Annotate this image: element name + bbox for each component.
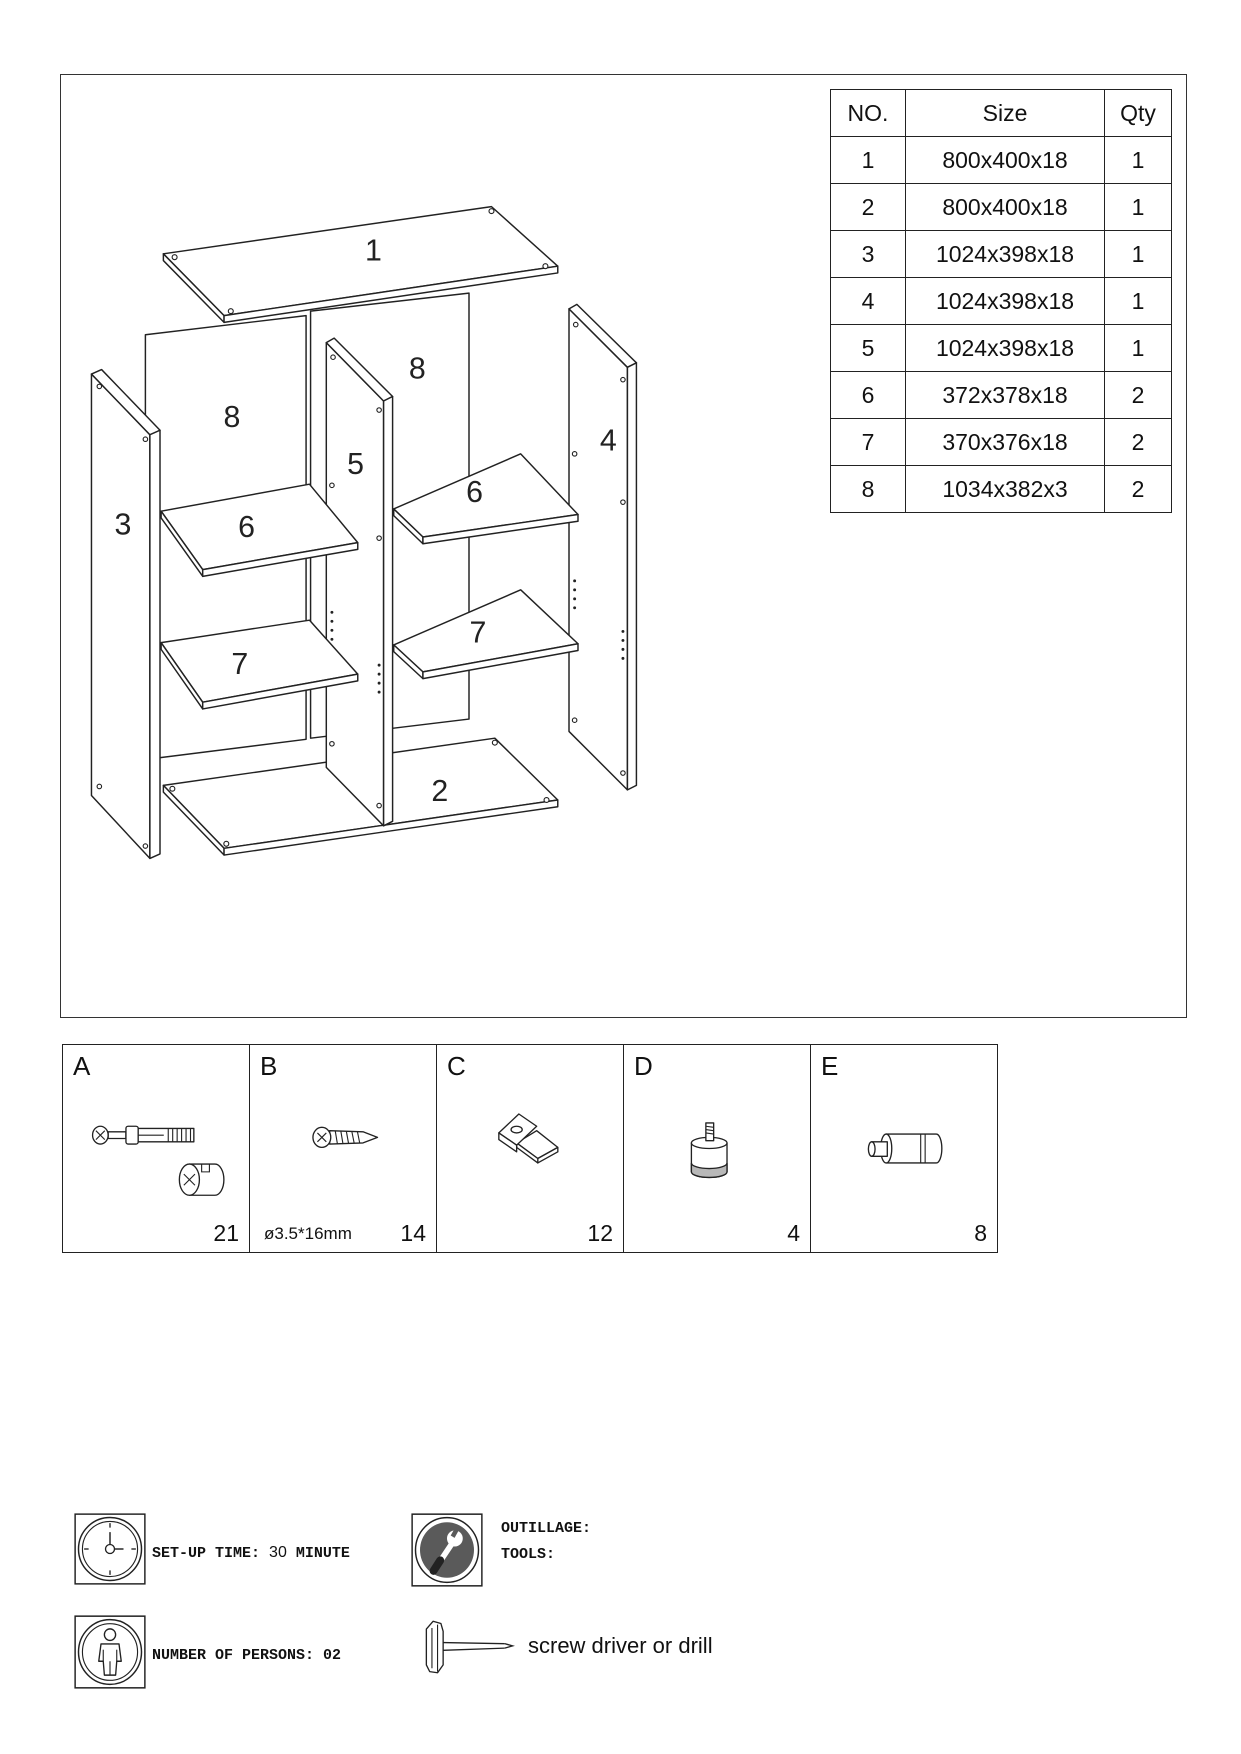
part-qty: 1 xyxy=(1105,137,1172,184)
panel-4-pin-hole xyxy=(573,597,576,600)
panel-3-hole xyxy=(97,384,101,388)
panel-5-pin-hole xyxy=(378,682,381,685)
hardware-item-e xyxy=(811,1045,997,1252)
panel-2-hole xyxy=(544,798,549,803)
hardware-item-c xyxy=(437,1045,624,1252)
panel-5-pin-hole xyxy=(330,611,333,614)
hardware-spec: ø3.5*16mm xyxy=(264,1224,352,1243)
parts-table xyxy=(830,89,1172,513)
panel-5-divider xyxy=(326,338,392,826)
table-header-row xyxy=(831,90,1172,137)
label-back-panel-8-left: 8 xyxy=(223,400,241,434)
label-panel-3: 3 xyxy=(114,508,132,542)
panel-1-hole xyxy=(228,309,233,314)
panel-4-hole xyxy=(621,377,625,381)
panel-5-pin-hole xyxy=(378,691,381,694)
panel-2-hole xyxy=(170,786,175,791)
panel-5-pin-hole xyxy=(378,673,381,676)
panel-4-hole xyxy=(572,452,576,456)
hardware-letter: C xyxy=(447,1051,466,1081)
panel-4-front-edge xyxy=(627,363,636,790)
hardware-list xyxy=(62,1044,998,1253)
label-shelf-6-left: 6 xyxy=(238,511,255,545)
setup-time-label: SET-UP TIME: xyxy=(152,1545,261,1562)
panel-4-hole xyxy=(621,771,625,775)
table-row xyxy=(831,137,1172,184)
tools-icon xyxy=(411,1513,483,1587)
hardware-qty: 8 xyxy=(974,1220,987,1246)
part-size: 372x378x18 xyxy=(906,372,1105,419)
part-no: 1 xyxy=(831,137,906,184)
col-header-size: Size xyxy=(906,90,1105,137)
hardware-letter: B xyxy=(260,1051,278,1081)
part-size: 1034x382x3 xyxy=(906,466,1105,513)
setup-time xyxy=(152,1543,350,1564)
panel-2-hole xyxy=(224,841,229,846)
hardware-letter: A xyxy=(73,1051,91,1081)
part-qty: 1 xyxy=(1105,231,1172,278)
part-size: 800x400x18 xyxy=(906,184,1105,231)
person-icon xyxy=(74,1615,146,1689)
label-shelf-6-right: 6 xyxy=(466,476,484,510)
clock-icon xyxy=(74,1513,146,1585)
panel-4-hole xyxy=(621,500,625,504)
panel-3-hole xyxy=(143,844,147,848)
part-size: 1024x398x18 xyxy=(906,325,1105,372)
setup-time-value: 30 xyxy=(269,1544,287,1561)
panel-4-hole xyxy=(572,718,576,722)
part-qty: 2 xyxy=(1105,419,1172,466)
table-row xyxy=(831,466,1172,513)
table-row xyxy=(831,419,1172,466)
hardware-qty: 12 xyxy=(587,1220,613,1246)
label-panel-4: 4 xyxy=(599,424,617,458)
label-panel-1: 1 xyxy=(365,234,382,268)
part-qty: 2 xyxy=(1105,466,1172,513)
part-no: 6 xyxy=(831,372,906,419)
table-row xyxy=(831,278,1172,325)
hardware-qty: 4 xyxy=(787,1220,800,1246)
part-size: 1024x398x18 xyxy=(906,278,1105,325)
col-header-qty: Qty xyxy=(1105,90,1172,137)
label-shelf-7-left: 7 xyxy=(231,648,249,682)
panel-5-hole xyxy=(330,483,334,487)
part-no: 8 xyxy=(831,466,906,513)
panel-5-pin-hole xyxy=(330,638,333,641)
label-shelf-7-right: 7 xyxy=(469,616,487,650)
panel-5-face xyxy=(326,343,383,826)
label-panel-5: 5 xyxy=(347,448,364,482)
label-back-panel-8-right: 8 xyxy=(408,352,426,386)
part-qty: 1 xyxy=(1105,325,1172,372)
part-no: 2 xyxy=(831,184,906,231)
panel-4-pin-hole xyxy=(573,579,576,582)
hardware-item-d xyxy=(624,1045,811,1252)
hardware-letter: D xyxy=(634,1051,653,1081)
part-qty: 1 xyxy=(1105,278,1172,325)
table-row xyxy=(831,372,1172,419)
label-panel-2: 2 xyxy=(431,775,449,809)
panel-4-right-side xyxy=(569,304,636,789)
part-size: 800x400x18 xyxy=(906,137,1105,184)
panel-3-left-side xyxy=(91,370,160,859)
panel-5-pin-hole xyxy=(330,629,333,632)
panel-2-hole xyxy=(492,740,497,745)
panel-4-face xyxy=(569,309,627,790)
panel-5-front-edge xyxy=(384,397,393,826)
panel-4-pin-hole xyxy=(573,606,576,609)
part-size: 1024x398x18 xyxy=(906,231,1105,278)
shelf-pin-icon xyxy=(811,1045,997,1252)
hardware-qty: 21 xyxy=(213,1220,239,1246)
part-qty: 2 xyxy=(1105,372,1172,419)
cam-lock-icon xyxy=(179,1164,224,1195)
panel-4-pin-hole xyxy=(621,630,624,633)
setup-time-unit: MINUTE xyxy=(295,1545,350,1562)
panel-5-hole xyxy=(377,536,381,540)
panel-5-hole xyxy=(330,742,334,746)
panel-5-hole xyxy=(377,803,381,807)
table-row xyxy=(831,231,1172,278)
tools-label-en: TOOLS: xyxy=(501,1546,556,1563)
hardware-item-b xyxy=(250,1045,437,1252)
tools-label-fr: OUTILLAGE: xyxy=(501,1520,592,1537)
panel-5-pin-hole xyxy=(330,620,333,623)
panel-4-pin-hole xyxy=(573,588,576,591)
number-of-persons: NUMBER OF PERSONS: 02 xyxy=(152,1647,342,1664)
allen-key-icon xyxy=(423,1619,517,1675)
part-no: 7 xyxy=(831,419,906,466)
part-no: 4 xyxy=(831,278,906,325)
panel-5-hole xyxy=(377,408,381,412)
part-qty: 1 xyxy=(1105,184,1172,231)
panel-1-hole xyxy=(489,209,494,214)
tool-item-text: screw driver or drill xyxy=(528,1633,713,1658)
hardware-qty: 14 xyxy=(400,1220,426,1246)
part-size: 370x376x18 xyxy=(906,419,1105,466)
panel-4-pin-hole xyxy=(621,639,624,642)
panel-1-hole xyxy=(543,264,548,269)
table-row xyxy=(831,184,1172,231)
panel-5-pin-hole xyxy=(378,664,381,667)
panel-3-hole xyxy=(97,784,101,788)
part-no: 5 xyxy=(831,325,906,372)
col-header-no: NO. xyxy=(831,90,906,137)
hardware-item-a xyxy=(63,1045,250,1252)
panel-3-hole xyxy=(143,437,147,441)
panel-4-pin-hole xyxy=(621,648,624,651)
panel-1-hole xyxy=(172,255,177,260)
table-row xyxy=(831,325,1172,372)
part-no: 3 xyxy=(831,231,906,278)
panel-5-hole xyxy=(331,355,335,359)
hardware-letter: E xyxy=(821,1051,839,1081)
panel-4-pin-hole xyxy=(621,657,624,660)
panel-3-front-edge xyxy=(150,430,160,858)
panel-4-hole xyxy=(573,322,577,326)
